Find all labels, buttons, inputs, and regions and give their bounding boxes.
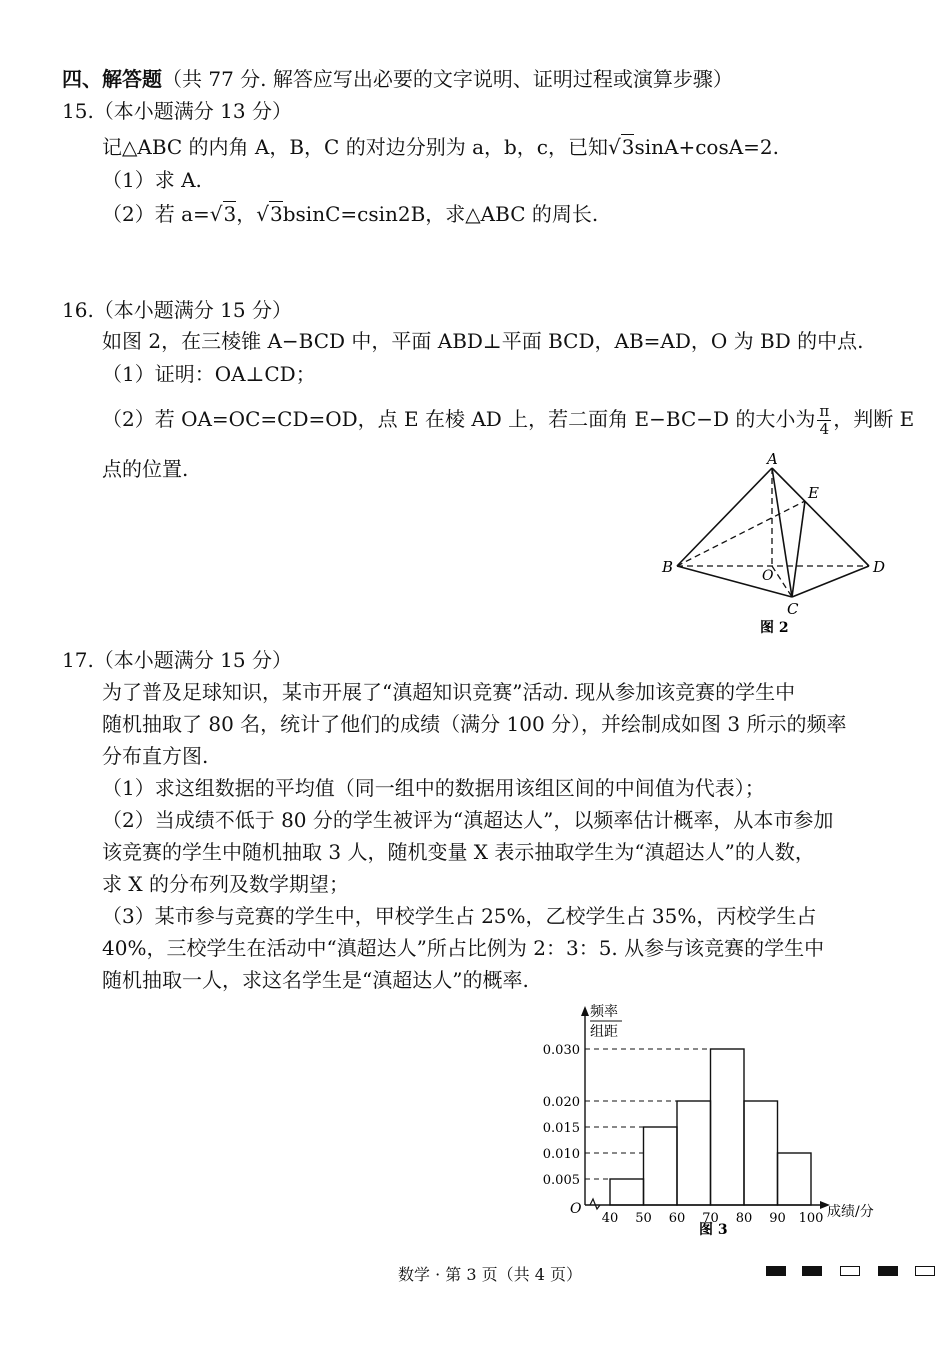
figure-3-histogram	[530, 1000, 890, 1245]
footer-mark-empty	[915, 1266, 935, 1276]
q15-p2-mid: ，	[236, 202, 257, 226]
sqrt-symbol: √3	[256, 202, 283, 226]
q15-stem	[102, 133, 779, 161]
section-heading: 四、解答题	[62, 67, 162, 91]
edge-AC	[772, 468, 792, 597]
figure-2-tetrahedron	[640, 440, 910, 645]
histogram-bar	[677, 1101, 711, 1205]
q15-p2-pre: （2）若 a=	[102, 202, 210, 226]
q15-stem-post: sinA+cosA=2.	[634, 135, 780, 159]
y-tick-label: 0.020	[542, 1095, 580, 1110]
q15-p2-radicand2: 3	[270, 202, 283, 226]
vertex-label-D: D	[873, 558, 886, 576]
histogram-bar	[644, 1127, 678, 1205]
x-tick-label: 60	[668, 1211, 686, 1226]
histogram-bar	[778, 1153, 812, 1205]
q17-part3-line1: （3）某市参与竞赛的学生中，甲校学生占 25%，乙校学生占 35%，丙校学生占	[102, 904, 817, 928]
q17-part3-line3: 随机抽取一人，求这名学生是“滇超达人”的概率.	[102, 968, 529, 992]
x-tick-label: 100	[798, 1211, 824, 1226]
footer-mark-filled	[766, 1266, 786, 1276]
y-tick-label: 0.015	[542, 1121, 580, 1136]
vertex-label-A: A	[767, 450, 778, 468]
histogram-bar	[744, 1101, 778, 1205]
footer-mark-empty	[840, 1266, 860, 1276]
origin-label: O	[570, 1201, 582, 1217]
vertex-label-E: E	[808, 484, 819, 502]
q16-header: 16.（本小题满分 15 分）	[62, 298, 292, 322]
q15-part2	[102, 200, 598, 228]
x-tick-label: 50	[635, 1211, 652, 1226]
q15-header: 15.（本小题满分 13 分）	[62, 99, 292, 123]
frac-denominator: 4	[819, 420, 830, 438]
q16-p2-pre: （2）若 OA=OC=CD=OD，点 E 在棱 AD 上，若二面角 E−BC−D 的大小为	[102, 407, 816, 431]
edge-AD	[772, 468, 869, 566]
section-note: （共 77 分. 解答应写出必要的文字说明、证明过程或演算步骤）	[162, 67, 733, 91]
x-tick-label: 40	[601, 1211, 619, 1226]
y-tick-label: 0.005	[542, 1173, 580, 1188]
vertex-label-C: C	[787, 600, 799, 618]
edge-CD	[792, 566, 869, 597]
figure-3-caption: 图 3	[699, 1222, 728, 1238]
x-tick-label: 90	[769, 1211, 786, 1226]
y-tick-label: 0.010	[542, 1147, 580, 1162]
q17-stem-line2: 随机抽取了 80 名，统计了他们的成绩（满分 100 分），并绘制成如图 3 所示的频率	[102, 712, 847, 736]
q17-part2-line3: 求 X 的分布列及数学期望；	[102, 872, 349, 896]
q15-p2-post: bsinC=csin2B，求△ABC 的周长.	[282, 202, 599, 226]
q15-stem-radicand: 3	[621, 135, 635, 159]
q16-p2-post: ，判断 E	[833, 407, 915, 431]
figure-2-caption: 图 2	[760, 620, 789, 636]
x-tick-label: 70	[702, 1211, 719, 1226]
edge-EC	[792, 501, 805, 597]
q16-part2-cont: 点的位置.	[102, 457, 189, 481]
reference-dash-lines	[585, 1049, 711, 1179]
frac-numerator: π	[819, 402, 830, 420]
axis-break-icon	[590, 1199, 600, 1209]
histogram-bar	[711, 1049, 745, 1205]
y-label-numerator: 频率	[590, 1004, 618, 1020]
y-tick-label: 0.030	[542, 1043, 580, 1058]
vertex-label-B: B	[662, 558, 674, 576]
y-axis-arrow	[581, 1006, 589, 1016]
q15-part1: （1）求 A.	[102, 168, 202, 192]
y-label-denominator: 组距	[590, 1024, 618, 1040]
x-axis-label: 成绩/分	[827, 1204, 874, 1220]
q16-stem: 如图 2，在三棱锥 A−BCD 中，平面 ABD⊥平面 BCD，AB=AD，O 为 BD 的中点.	[102, 329, 864, 353]
vertex-label-O: O	[762, 568, 774, 584]
q16-part2	[102, 403, 914, 438]
q17-part2-line1: （2）当成绩不低于 80 分的学生被评为“滇超达人”，以频率估计概率，从本市参加	[102, 808, 834, 832]
footer-mark-filled	[802, 1266, 822, 1276]
q17-part2-line2: 该竞赛的学生中随机抽取 3 人，随机变量 X 表示抽取学生为“滇超达人”的人数，	[102, 840, 815, 864]
x-tick-label: 80	[735, 1211, 753, 1226]
sqrt-symbol: √3	[608, 135, 635, 159]
q17-stem-line1: 为了普及足球知识，某市开展了“滇超知识竞赛”活动. 现从参加该竞赛的学生中	[102, 680, 796, 704]
page-footer: 数学 · 第 3 页（共 4 页）	[398, 1265, 582, 1284]
y-tick-labels	[543, 1043, 580, 1188]
q15-stem-pre: 记△ABC 的内角 A，B，C 的对边分别为 a，b，c，已知	[102, 135, 608, 159]
q17-part3-line2: 40%，三校学生在活动中“滇超达人”所占比例为 2：3：5. 从参与该竞赛的学生中	[102, 936, 825, 960]
q17-part1: （1）求这组数据的平均值（同一组中的数据用该组区间的中间值为代表）；	[102, 776, 765, 800]
q17-header: 17.（本小题满分 15 分）	[62, 648, 292, 672]
q16-part1: （1）证明：OA⊥CD；	[102, 362, 316, 386]
section-title	[62, 65, 733, 93]
fraction	[817, 403, 831, 438]
sqrt-symbol: √3	[209, 202, 237, 226]
q17-stem-line3: 分布直方图.	[102, 744, 209, 768]
edge-AB	[677, 468, 772, 566]
footer-mark-filled	[878, 1266, 898, 1276]
q15-p2-radicand1: 3	[223, 202, 237, 226]
histogram-bar	[610, 1179, 644, 1205]
